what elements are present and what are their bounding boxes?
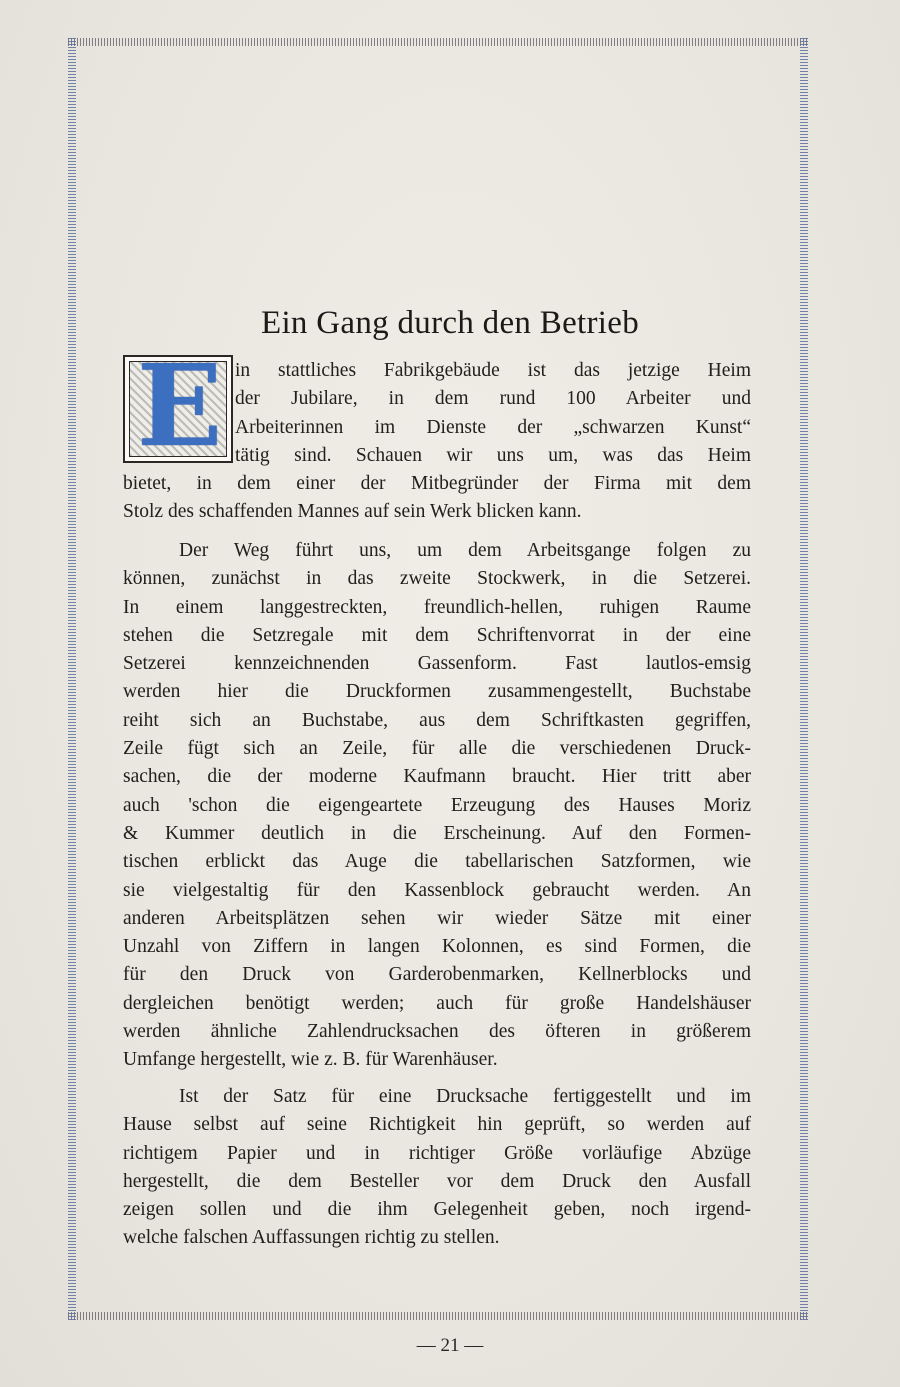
text-line: Zeile fügt sich an Zeile, für alle die verschiedenen Druck- — [123, 738, 751, 760]
text-line: dergleichen benötigt werden; auch für große Handelshäuser — [123, 992, 751, 1014]
page-number: — 21 — — [416, 1335, 484, 1356]
text-line: der Jubilare, in dem rund 100 Arbeiter und — [235, 388, 751, 410]
text-line: Der Weg führt uns, um dem Arbeitsgange folgen zu — [179, 540, 751, 561]
text-line: werden ähnliche Zahlendrucksachen des öfteren in größerem — [123, 1021, 751, 1043]
text-line: tätig sind. Schauen wir uns um, was das Heim — [235, 444, 751, 466]
frame-rule-right — [800, 38, 808, 1320]
frame-rule-bottom — [68, 1312, 808, 1320]
text-line: bietet, in dem einer der Mitbegründer der Firma mit dem — [123, 473, 751, 495]
initial-letter: E — [137, 341, 223, 472]
text-line: können, zunächst in das zweite Stockwerk, in die Setzerei. — [123, 568, 751, 590]
text-line: Stolz des schaffenden Mannes auf sein Werk blicken kann. — [123, 501, 582, 523]
text-line: zeigen sollen und die ihm Gelegenheit geben, noch irgend- — [123, 1199, 751, 1221]
text-line: richtigem Papier und in richtiger Größe vorläufige Abzüge — [123, 1142, 751, 1164]
text-line: Umfange hergestellt, wie z. B. für Warenhäuser. — [123, 1049, 498, 1071]
text-line: In einem langgestreckten, freundlich-hellen, ruhigen Raume — [123, 596, 751, 618]
text-line: Hause selbst auf seine Richtigkeit hin geprüft, so werden auf — [123, 1114, 751, 1136]
text-line: reiht sich an Buchstabe, aus dem Schriftkasten gegriffen, — [123, 709, 751, 731]
paragraph-1 — [123, 357, 751, 527]
text-line: in stattliches Fabrikgebäude ist das jetzige Heim — [235, 360, 751, 381]
text-line: welche falschen Auffassungen richtig zu stellen. — [123, 1227, 500, 1249]
text-line: Unzahl von Ziffern in langen Kolonnen, es sind Formen, die — [123, 936, 751, 958]
paragraph-2 — [123, 537, 751, 1075]
text-line: anderen Arbeitsplätzen sehen wir wieder Sätze mit einer — [123, 907, 751, 929]
text-line: hergestellt, die dem Besteller vor dem Druck den Ausfall — [123, 1170, 751, 1192]
page-title: Ein Gang durch den Betrieb — [260, 305, 640, 342]
text-line: Arbeiterinnen im Dienste der „schwarzen Kunst“ — [235, 416, 751, 438]
text-line: Ist der Satz für eine Drucksache fertiggestellt und im — [179, 1086, 751, 1107]
text-line: stehen die Setzregale mit dem Schriftenvorrat in der eine — [123, 624, 751, 646]
text-line: & Kummer deutlich in die Erscheinung. Auf den Formen- — [123, 822, 751, 844]
frame-rule-left — [68, 38, 76, 1320]
paragraph-3 — [123, 1083, 751, 1253]
text-line: Setzerei kennzeichnenden Gassenform. Fast lautlos-emsig — [123, 653, 751, 675]
frame-rule-top — [68, 38, 808, 46]
text-line: sachen, die der moderne Kaufmann braucht. Hier tritt aber — [123, 766, 751, 788]
text-line: sie vielgestaltig für den Kassenblock gebraucht werden. An — [123, 879, 751, 901]
text-line: auch 'schon die eigengeartete Erzeugung des Hauses Moriz — [123, 794, 751, 816]
text-line: werden hier die Druckformen zusammengestellt, Buchstabe — [123, 681, 751, 703]
text-line: für den Druck von Garderobenmarken, Kellnerblocks und — [123, 964, 751, 986]
text-line: tischen erblickt das Auge die tabellarischen Satzformen, wie — [123, 851, 751, 873]
